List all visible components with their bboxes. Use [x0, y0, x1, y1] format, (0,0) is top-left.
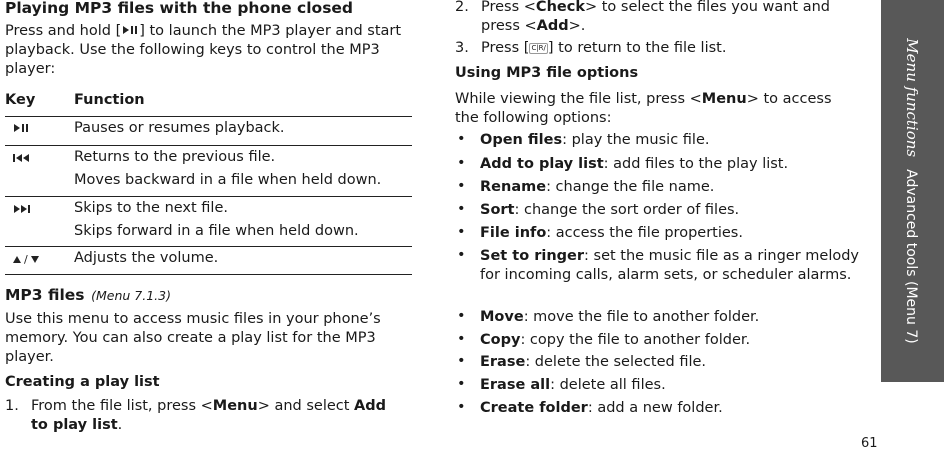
option-name: Set to ringer — [480, 248, 585, 264]
play-pause-icon — [12, 121, 32, 135]
intro-text-end: ] to launch the MP3 player and start playback. Use the following keys to control the MP3 player: — [5, 23, 402, 77]
table-row-3-line-2: Skips forward in a file when held down. — [74, 223, 359, 239]
option-name: Erase all — [480, 377, 551, 393]
chapter-name: Menu functions — [903, 38, 921, 158]
step-2-add: Add — [536, 18, 569, 34]
step-1-text-b: > and select — [257, 398, 355, 414]
option-description: : delete the selected file. — [525, 354, 707, 370]
page-number: 61 — [861, 436, 878, 451]
bullet-icon: • — [457, 201, 466, 217]
table-row-3-line-1: Skips to the next file. — [74, 200, 228, 216]
step-1-text-c: . — [117, 417, 123, 433]
step-2-number: 2. — [455, 0, 469, 15]
option-name: Add to play list — [480, 156, 604, 172]
section-body: Use this menu to access music files in your phone’s memory. You can also create a play list for the MP3 player. — [5, 311, 381, 365]
option-name: Copy — [480, 332, 521, 348]
options-intro-menu: Menu — [701, 91, 747, 107]
option-item — [480, 353, 865, 372]
step-2-text-c: >. — [568, 18, 586, 34]
table-divider — [5, 274, 412, 275]
option-name: Sort — [480, 202, 515, 218]
bullet-icon: • — [457, 131, 466, 147]
option-item — [480, 178, 865, 197]
option-description: : add a new folder. — [587, 400, 723, 416]
section-title: MP3 files — [5, 286, 85, 304]
bullet-icon: • — [457, 331, 466, 347]
step-1-bold: Add to play list — [31, 398, 387, 433]
step-3-text-a: Press [ — [481, 40, 530, 56]
step-1-menu: Menu — [212, 398, 258, 414]
page-title: Playing MP3 files with the phone closed — [5, 0, 354, 17]
bullet-icon: • — [457, 353, 466, 369]
option-description: : copy the file to another folder. — [520, 332, 751, 348]
option-item — [480, 155, 865, 174]
step-1-number: 1. — [5, 398, 19, 414]
step-2-text-a: Press < — [481, 0, 536, 15]
table-divider — [5, 145, 412, 146]
step-1-text-a: From the file list, press < — [31, 398, 213, 414]
option-item — [480, 399, 865, 418]
option-description: : play the music file. — [562, 132, 710, 148]
option-name: File info — [480, 225, 547, 241]
option-description: : access the file properties. — [546, 225, 743, 241]
clear-key-icon: C|R/ — [531, 43, 546, 52]
option-item — [480, 331, 865, 350]
table-row-2-line-1: Returns to the previous file. — [74, 149, 276, 165]
table-row-1-function: Pauses or resumes playback. — [74, 120, 285, 136]
section-heading — [5, 286, 171, 304]
options-intro — [455, 90, 855, 128]
options-title: Using MP3 file options — [455, 65, 639, 81]
step-1-text — [31, 397, 406, 435]
section-name: Advanced tools (Menu 7) — [903, 169, 919, 344]
volume-up-down-icon — [12, 252, 42, 266]
bullet-icon: • — [457, 376, 466, 392]
option-name: Erase — [480, 354, 526, 370]
subsection-title: Creating a play list — [5, 374, 160, 390]
table-divider — [5, 116, 412, 117]
play-pause-icon — [121, 25, 139, 35]
step-2-check: Check — [535, 0, 585, 15]
step-3-text-b: ] to return to the file list. — [547, 40, 727, 56]
chapter-tab-label — [903, 38, 921, 343]
table-row-4-function: Adjusts the volume. — [74, 250, 219, 266]
option-item — [480, 308, 865, 327]
option-item — [480, 224, 865, 243]
bullet-icon: • — [457, 224, 466, 240]
step-3-text — [481, 39, 726, 58]
option-name: Move — [480, 309, 524, 325]
option-item — [480, 131, 865, 150]
option-description: : move the file to another folder. — [523, 309, 760, 325]
next-icon — [12, 202, 32, 216]
bullet-icon: • — [457, 308, 466, 324]
bullet-icon: • — [457, 155, 466, 171]
option-description: : add files to the play list. — [603, 156, 789, 172]
step-2-text-b: > to select the files you want and press < — [481, 0, 830, 34]
option-name: Create folder — [480, 400, 588, 416]
intro-paragraph — [5, 22, 405, 79]
svg-text:/: / — [24, 253, 28, 265]
table-divider — [5, 246, 412, 247]
options-intro-b: > to access the following options: — [455, 91, 832, 126]
previous-icon — [12, 151, 32, 165]
option-item — [480, 376, 865, 395]
option-name: Rename — [480, 179, 547, 195]
table-header-key: Key — [5, 92, 36, 108]
options-intro-a: While viewing the file list, press < — [455, 91, 702, 107]
option-name: Open files — [480, 132, 563, 148]
section-menu-ref: (Menu 7.1.3) — [91, 288, 171, 303]
bullet-icon: • — [457, 178, 466, 194]
table-header-function: Function — [74, 92, 145, 108]
option-item — [480, 247, 865, 285]
bullet-icon: • — [457, 399, 466, 415]
table-row-2-line-2: Moves backward in a file when held down. — [74, 172, 382, 188]
option-item — [480, 201, 865, 220]
option-description: : change the file name. — [546, 179, 715, 195]
bullet-icon: • — [457, 247, 466, 263]
option-description: : change the sort order of files. — [514, 202, 740, 218]
intro-text-start: Press and hold [ — [5, 23, 122, 39]
step-3-number: 3. — [455, 40, 469, 56]
step-2-text — [481, 0, 856, 36]
table-divider — [5, 196, 412, 197]
option-description: : set the music file as a ringer melody for incoming calls, alarm sets, or scheduler alarms. — [480, 248, 860, 283]
option-description: : delete all files. — [550, 377, 666, 393]
